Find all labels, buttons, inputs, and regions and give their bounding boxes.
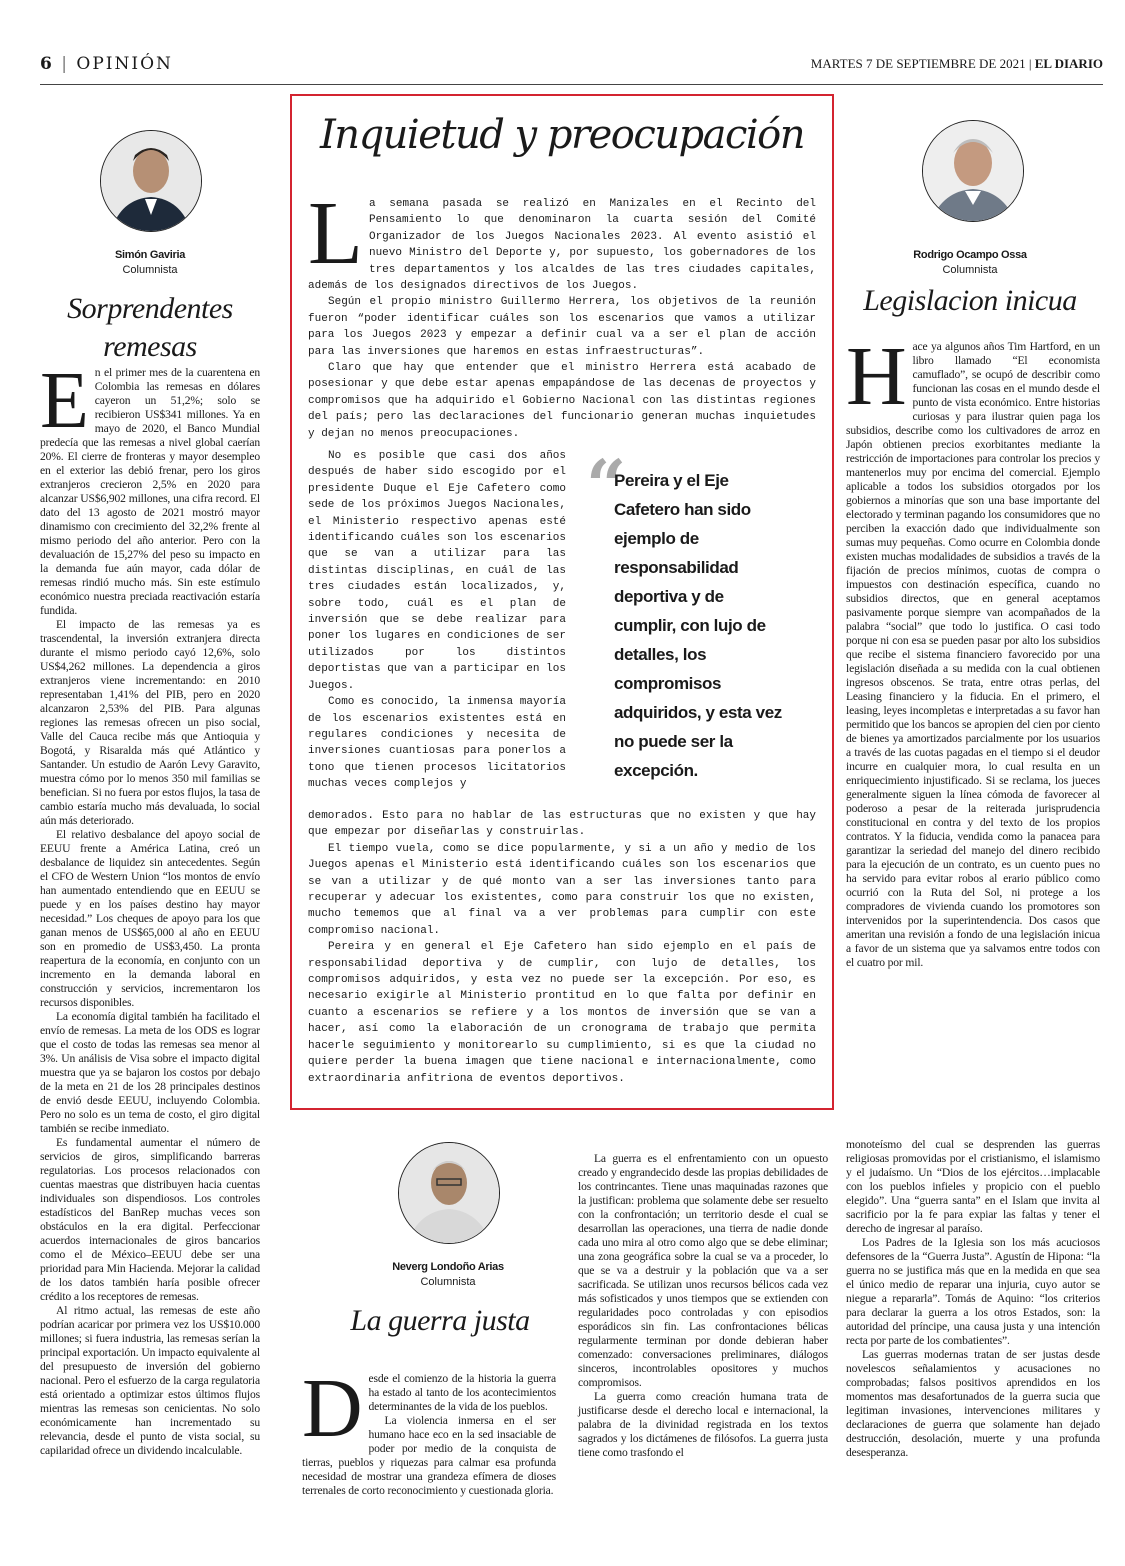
column-body-bottom-1 <box>302 1362 556 1498</box>
drop-cap: H <box>846 330 907 423</box>
paragraph: El impacto de las remesas ya es trascendental, la inversión extranjera directa durante el mismo periodo cayó 12,6%, solo US$4,262 millones. La dependencia a giros extranjeros viene incrementando: en 2010 representaban 1,41% del PIB, pero en 2020 alcanzaron 2,53% del PIB. Para algunas regiones las remesas ofrecen un piso social, Valle del Cauca recibe más que Antioquia y Bogotá, y Risaralda más qué Atlántico y Santander. Un estudio de Aarón Levy Garavito, muestra cómo por lo menos 350 mil familias se benefician. Si no fuera por estos flujos, la tasa de cambio estaría mucho más devaluada, lo social aún más deteriorado. <box>40 618 260 827</box>
editorial-narrow-column <box>308 448 566 793</box>
paragraph: n el primer mes de la cuarentena en Colombia las remesas en dólares cayeron un 51,2%; solo se recibieron US$341 millones. Ya en mayo de 2020, el Banco Mundial predecía que las remesas a nivel global caerían 20%. El cierre de fronteras y mayor desempleo en el exterior las debió frenar, pero los giros extranjeros crecieron 2,5% en 2020 para alcanzar US$6,902 millones, una cifra record. El dato del 13 agosto de 2021 mostró mayor dinamismo con crecimiento del 32,2% frente al mismo periodo del año anterior. Pero con la devaluación de 15,27% del peso su impacto en la demanda fue aún mayor, cada dólar de remesas rindió mucho más. Sin este estímulo económico nuestra preciada reactivación estaría fundida. <box>40 366 260 617</box>
author-photo-left <box>100 130 202 232</box>
portrait-icon <box>923 121 1023 221</box>
pull-quote: Pereira y el Eje Cafetero han sido ejemplo de responsabilidad deportiva y de cumplir, con lujo de detalles, los compromisos adquiridos, y esta vez no puede ser la excepción. <box>614 471 782 780</box>
paragraph: El relativo desbalance del apoyo social de EEUU frente a América Latina, creó un desbalance de liquidez sin antecedentes. Según el CFO de Western Union “los montos de envío han aumentado entendiendo que en EEUU se puede y en los países destino hay mayor necesidad.” Los cheques de apoyo para los que ganan menos de US$65,000 al año en EEUU son en promedio de US$3,450. La pronta reapertura de la economía, en conjunto con un incremento en la demanda laboral en construcción y servicios, incrementaron los recursos disponibles. <box>40 828 260 1009</box>
page-header-section: 6 | OPINIÓN <box>40 54 173 74</box>
author-photo-bottom <box>398 1142 500 1244</box>
paragraph: Pereira y en general el Eje Cafetero han sido ejemplo en el país de responsabilidad deportiva y de cumplir, con lujo de detalles, los compromisos adquiridos, y esta vez no puede ser la excepción. Por eso, es necesario exigirle al Ministerio prontitud en lo que falta por definir en cuanto a escenarios se refiere y a los montos de inversión que se van a hacer, así como la elaboración de un cronograma de trabajo que permita hacerle seguimiento y monitorearlo su cumplimiento, si es que la ciudad no quiere perder la buena imagen que tiene nacional e internacionalmente, como extraordinaria anfitriona de eventos deportivos. <box>308 941 816 1085</box>
column-title-right: Legislacion inicua <box>863 284 1077 317</box>
byline-bottom <box>336 1260 560 1290</box>
drop-cap: L <box>308 184 363 283</box>
byline-left <box>40 248 260 278</box>
paragraph: Los Padres de la Iglesia son los más acuciosos defensores de la “Guerra Justa”. Agustín de Hipona: “la guerra no se justifica más que en la medida en que sea el único medio de reparar una injuria, cuyo autor se niegue a repararla”. Tomás de Aquino: “los criterios para declarar la guerra a los otros Estados, son: la autoridad del príncipe, una causa justa y una intención recta por parte de los combatientes”. <box>846 1236 1100 1347</box>
section-name: OPINIÓN <box>76 54 173 74</box>
paragraph: Claro que hay que entender que el ministro Herrera está acabado de posesionar y que debe estar apenas empapándose de las decenas de proyectos y compromisos que ha adquirido el Gobierno Nacional con las distintas regiones del país; pero las declaraciones del funcionario generan muchas inquietudes y dejan no menos preocupaciones. <box>308 362 816 440</box>
paragraph: La guerra como creación humana trata de justificarse desde el derecho local e internacional, la palabra de la divinidad registrada en los textos sagrados y los dictámenes de filósofos. La guerra justa tiene como trasfondo el <box>578 1390 828 1459</box>
author-role: Columnista <box>122 264 178 276</box>
editorial-title: Inquietud y preocupación <box>320 112 804 158</box>
quote-mark-icon: “ <box>586 444 627 527</box>
column-title-bottom: La guerra justa <box>350 1304 530 1337</box>
editorial-intro <box>308 184 816 442</box>
paragraph: La guerra es el enfrentamiento con un opuesto creado y engrandecido desde las propias debilidades de los contrincantes. Tiene unas maquinadas razones que la justifican: problema que solamente debe ser resuelto con la confrontación; un territorio desde el cual se desarrollan las operaciones, una tierra de nadie donde cada uno mira al otro como algo que se debe eliminar; una zona geográfica sobre la cual se va a proceder, lo que se va a destruir y la población que va a ser sacrificada. Se utilizan unos recursos bélicos cada vez más sofisticados y unos tiempos que se extienden con regularidades poco controladas y con episodios esporádicos sin fin. Las confrontaciones bélicas regularmente terminan por donde debieran haber comenzado: conversaciones preliminares, diálogos sinceros, incontrolables opositores y muchos compromisos. <box>578 1152 828 1389</box>
page-header-date: MARTES 7 DE SEPTIEMBRE DE 2021 | EL DIARIO <box>810 56 1103 71</box>
paragraph: Al ritmo actual, las remesas de este año podrían acaricar por primera vez los US$10.000 millones; si fuera industria, las remesas serían la principal exportación. Un impacto equivalente al del presupuesto de inversión del gobierno nacional. Pero el esfuerzo de la carga regulatoria está orientado a optimizar estos últimos flujos mientras las remesas son cenicientas. No solo económicamente han incrementado su relevancia, desde el punto de vista social, su capilaridad ofrece un dividendo incalculable. <box>40 1304 260 1457</box>
page-number: 6 <box>40 54 54 74</box>
byline-right <box>850 248 1090 278</box>
author-photo-right <box>922 120 1024 222</box>
drop-cap: E <box>40 357 89 445</box>
paragraph: ace ya algunos años Tim Hartford, en un libro llamado “El economista camuflado”, se ocupó de describir como funcionan las cosas en el mundo desde el punto de vista económico. Entre historias curiosas y para ilustrar quien paga los subsidios, describe como los cultivadores de arroz en Japón obtienen precios exorbitantes mediante la restricción de importaciones para controlar los precios y mantenerlos muy por encima del comercial. Ejemplo aplicable a todos los subsidios otorgados por los gobiernos a minorías que son una base importante del electorado y terminan pagando los consumidores que no perciben la exacción dado que individualmente son sumas muy pequeñas. Como ocurre en Colombia donde existen muchas modalidades de subsidios a través de la fijación de precios mínimos, cuotas de compra o impuestos con destinación específica, cuando no subsidios directos, que en general aceptamos pasivamente porque siempre van acompañados de la palabra “social” que todo lo justifica. O casi todo porque ni con esa se pueden pasar por alto los subsidios que recibe el sistema financiero favorecido por una legislación diseñada a su medida con la cual obtienen ingresos obscenos. Se trata, entre otras perlas, del Leasing financiero y la fiducia. En el primero, el leasing, leyes incompletas e interpretadas a su favor han permitido que los bancos se apropien del cien por ciento de bienes ya amortizados parcialmente por los usuarios a través de las cuotas pagadas en el tiempo si el deudor incurre en cualquier mora, lo cual resulta en un enriquecimiento injustificado. Si se reclama, los jueces generalmente siguen la línea cómoda de favorecer al poderoso a pesar de la reiterada jurisprudencia constitucional en contra y del texto de los propios contratos. Y la fiducia, vendida como la panacea para garantizar la seriedad del manejo del dinero recibido para la ejecución de un contrato, es un cuento pues no ha servido para evitar robos al erario público como ocurrió con la Ruta del Sol, ni protege a los compradores de vivienda cuando los promotores son intervenidos por la superintendencia. Dos casos que ameritan una revisión a fondo de una legislación inicua a favor de un sistema que ya salvamos entre todos con el cuatro por mil. <box>846 340 1100 969</box>
paragraph: Las guerras modernas tratan de ser justas desde novelescos señalamientos y acusaciones no comprobadas; falsos positivos aprendidos en los momentos mas desafortunados de la guerra sucia que legitiman invasiones, intervenciones militares y declaraciones de guerra que solamente han dejado destrucción, desolación, muerte y una profunda desesperanza. <box>846 1348 1100 1459</box>
paragraph: La violencia inmersa en el ser humano hace eco en la sed insaciable de poder por medio de la conquista de tierras, pueblos y riquezas para calmar esa profunda necesidad de mostrar una grandeza efímera de dioses terrenales de corto reconocimiento y cuestionada gloria. <box>302 1414 556 1497</box>
paragraph: a semana pasada se realizó en Manizales en el Recinto del Pensamiento lo que denominaron la cuarta sesión del Comité Organizador de los Juegos Nacionales 2023. Al evento asistió el nuevo Ministro del Deporte y, por supuesto, los gobernadores de los tres departamentos y los alcaldes de las tres ciudades capitales, además de los designados directivos de los Juegos. <box>308 198 816 293</box>
editorial-ending <box>308 808 816 1087</box>
paragraph: No es posible que casi dos años después de haber sido escogido por el presidente Duque el Eje Cafetero como sede de los próximos Juegos Nacionales, el Ministerio respectivo apenas esté identificando cuáles son los escenarios que se van a utilizar para las distintas disciplinas, en cuál de las tres ciudades están localizados, y, sobre todo, cuál es el plan de inversión que se debe realizar para poner los lugares en condiciones de ser utilizados por los distintos deportistas que van a participar en los Juegos. <box>308 450 566 692</box>
column-body-right <box>846 330 1100 970</box>
paragraph: esde el comienzo de la historia la guerra ha estado al tanto de los acontecimientos determinantes de la vida de los pueblos. <box>368 1372 556 1413</box>
portrait-icon <box>399 1143 499 1243</box>
column-title-left: Sorprendentes remesas <box>67 292 233 363</box>
author-name: Simón Gaviria <box>114 249 186 261</box>
column-body-bottom-3 <box>846 1138 1100 1460</box>
author-role: Columnista <box>942 264 998 276</box>
paper-name: EL DIARIO <box>1034 56 1103 71</box>
paragraph: monoteísmo del cual se desprenden las guerras religiosas promovidas por el cristianismo, el islamismo y el judaísmo. Un “Dios de los ejércitos…implacable con los pueblos infieles y propicio con el pueblo elegido”. Una “guerra santa” en el Islam que invita al sacrificio por la fe para expiar las faltas y tener el derecho de ingresar al paraíso. <box>846 1138 1100 1235</box>
header-rule <box>40 84 1103 85</box>
drop-cap: D <box>302 1362 363 1455</box>
author-name: Neverg Londoño Arias <box>392 1261 504 1273</box>
column-body-bottom-2 <box>578 1152 828 1460</box>
paragraph: Según el propio ministro Guillermo Herrera, los objetivos de la reunión fueron “poder identificar cuáles son los escenarios que vamos a utilizar para los Juegos 2023 y empezar a definir cual va a ser el plan de acción para las inversiones que haremos en estas infraestructuras”. <box>308 296 816 358</box>
paragraph: Es fundamental aumentar el número de servicios de giros, simplificando barreras regulatorias. Los procesos relacionados con cuentas maestras que distribuyen hacia cuentas individuales son dispendiosos. Los controles estadísticos del BanRep muchas veces son obstáculos en la era digital. Perfeccionar acuerdos internacionales de giros bancarios como el de México–EEUU debe ser una prioridad para Min Hacienda. Mejorar la calidad de los datos también haría posible ofrecer crédito a los receptores de remesas. <box>40 1136 260 1303</box>
column-body-left <box>40 357 260 1458</box>
paragraph: El tiempo vuela, como se dice popularmente, y si a un año y medio de los Juegos apenas el Ministerio está identificando cuáles son los escenarios que se van a utilizar y de qué monto van a ser las inversiones tanto para recuperar y adecuar los existentes, como para construir los que no existen, mucho tememos que al final va a ver problemas para cumplir con este compromiso nacional. <box>308 842 816 937</box>
portrait-icon <box>101 131 201 231</box>
author-role: Columnista <box>420 1276 476 1288</box>
issue-date: MARTES 7 DE SEPTIEMBRE DE 2021 <box>810 56 1026 71</box>
paragraph: demorados. Esto para no hablar de las estructuras que no existen y que hay que empezar por diseñarlas y construirlas. <box>308 810 816 839</box>
paragraph: La economía digital también ha facilitado el envío de remesas. La meta de los ODS es lograr que el costo de todas las remesas sea menor al 3%. Un análisis de Visa sobre el impacto digital muestra que ya se bajaron los costos por debajo de la meta en 21 de los 28 principales destinos de envió desde EEUU, incluyendo Colombia. Pero no solo es un tema de costo, el giro digital también se recibe inmediato. <box>40 1010 260 1135</box>
paragraph: Como es conocido, la inmensa mayoría de los escenarios existentes está en regulares condiciones y necesita de inversiones cuantiosas para ponerlos a tono que tienen procesos licitatorios muchas veces complejos y <box>308 696 566 791</box>
author-name: Rodrigo Ocampo Ossa <box>913 249 1027 261</box>
